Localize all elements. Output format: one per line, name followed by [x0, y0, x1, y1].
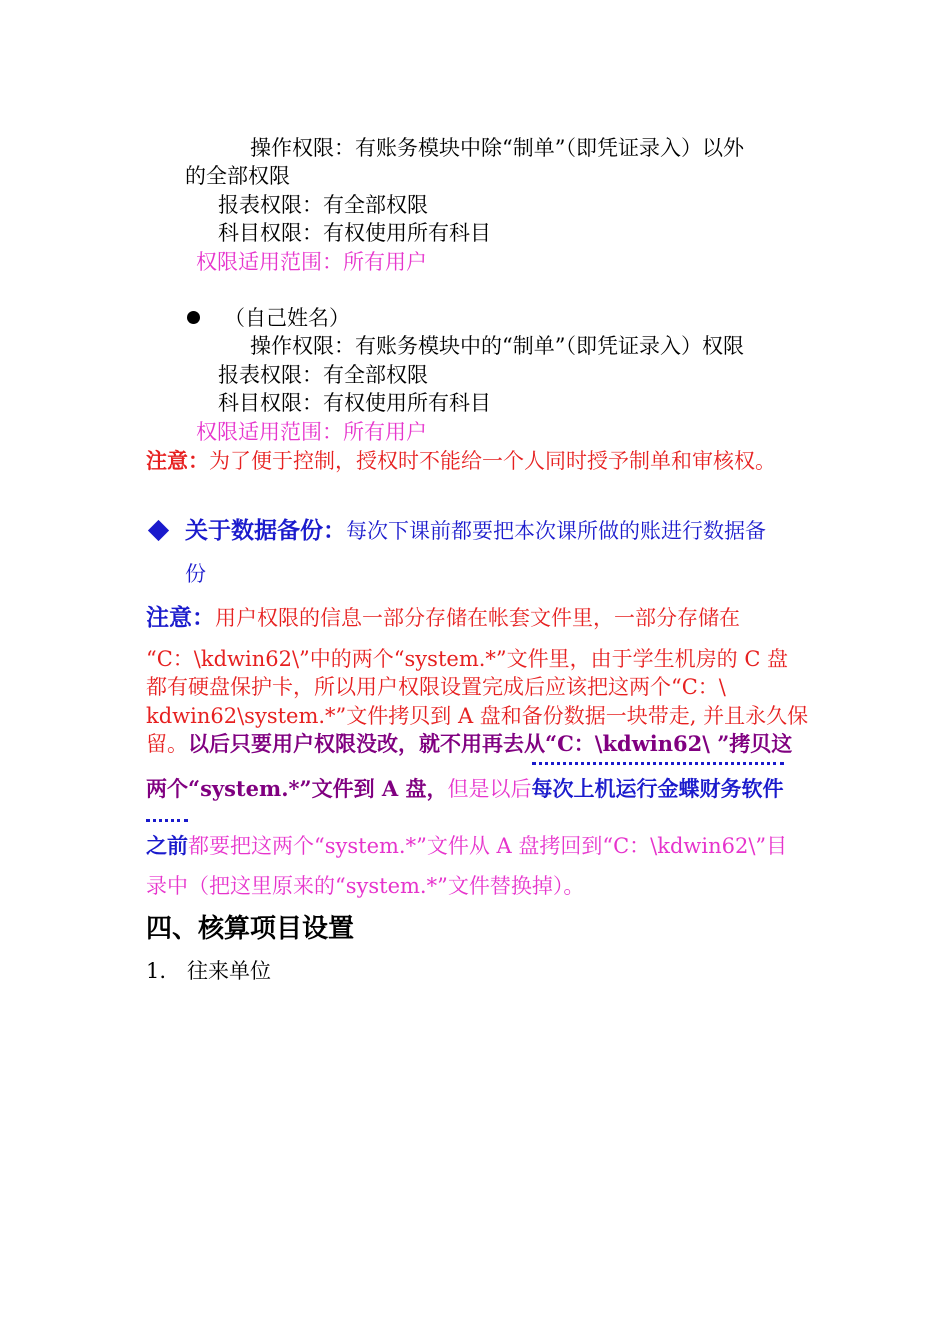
op-permission-line-1: 操作权限：有账务模块中除“制单”（即凭证录入）以外	[250, 136, 744, 160]
note-2-line-4: kdwin62\system.*”文件拷贝到 A 盘和备份数据一块带走, 并且永久保	[146, 704, 809, 728]
note-2-line-3: 都有硬盘保护卡，所以用户权限设置完成后应该把这两个“C：\	[146, 675, 726, 699]
note-1	[146, 447, 776, 475]
bullet-dot-icon	[187, 311, 200, 324]
note-2-line-8: 录中（把这里原来的“system.*”文件替换掉）。	[146, 874, 585, 898]
list-item-number: 1.	[146, 959, 167, 983]
note-2-line-7	[146, 832, 787, 860]
list-item-label: 往来单位	[187, 959, 271, 983]
permission-scope: 权限适用范围：所有用户	[196, 250, 427, 274]
report-permission-2: 报表权限：有全部权限	[218, 363, 428, 387]
note-2-text-6b: 但是以后	[447, 777, 532, 801]
emphasis-dots-2	[146, 819, 188, 822]
backup-line-2: 份	[185, 562, 206, 586]
emphasis-text-6c: 每次上机运行金蝶财务软件	[531, 776, 784, 801]
note-2-text-7a	[146, 833, 188, 858]
note-2-text-6a: 两个“system.*”文件到 A 盘，	[146, 776, 448, 801]
subject-permission-2: 科目权限：有权使用所有科目	[218, 391, 491, 415]
note-2-line-2: “C：\kdwin62\”中的两个“system.*”文件里，由于学生机房的 C 盘	[146, 647, 789, 671]
op-permission: 操作权限：有账务模块中的“制单”（即凭证录入）权限	[250, 334, 744, 358]
note-2-text-6c	[532, 776, 784, 801]
subject-permission: 科目权限：有权使用所有科目	[218, 221, 491, 245]
own-name: （自己姓名）	[224, 306, 350, 330]
emphasis-text-7a: 之前	[146, 833, 188, 858]
permission-scope-2: 权限适用范围：所有用户	[196, 420, 427, 444]
backup-line-1	[185, 516, 766, 546]
backup-text: 每次下课前都要把本次课所做的账进行数据备	[346, 519, 766, 543]
note-2-line-1	[146, 603, 740, 633]
section-title: 四、核算项目设置	[146, 914, 355, 944]
note-1-text: 为了便于控制，授权时不能给一个人同时授予制单和审核权。	[209, 449, 776, 473]
note-2-text-1: 用户权限的信息一部分存储在帐套文件里，一部分存储在	[215, 606, 740, 630]
note-2-line-5	[146, 730, 792, 758]
report-permission: 报表权限：有全部权限	[218, 193, 428, 217]
backup-label: 关于数据备份：	[185, 517, 346, 544]
note-2-label: 注意：	[146, 604, 215, 631]
note-2-line-6	[146, 775, 784, 803]
diamond-bullet-icon	[148, 520, 169, 541]
note-2-text-5a: 留。	[146, 732, 188, 756]
emphasis-dots	[532, 762, 784, 765]
note-2-text-5b: 以后只要用户权限没改，就不用再去从“C：\kdwin62\ ”拷贝这	[188, 731, 793, 756]
note-2-text-7b: 都要把这两个“system.*”文件从 A 盘拷回到“C：\kdwin62\”目	[188, 834, 788, 858]
note-1-label: 注意：	[146, 448, 209, 473]
op-permission-line-2: 的全部权限	[185, 164, 290, 188]
